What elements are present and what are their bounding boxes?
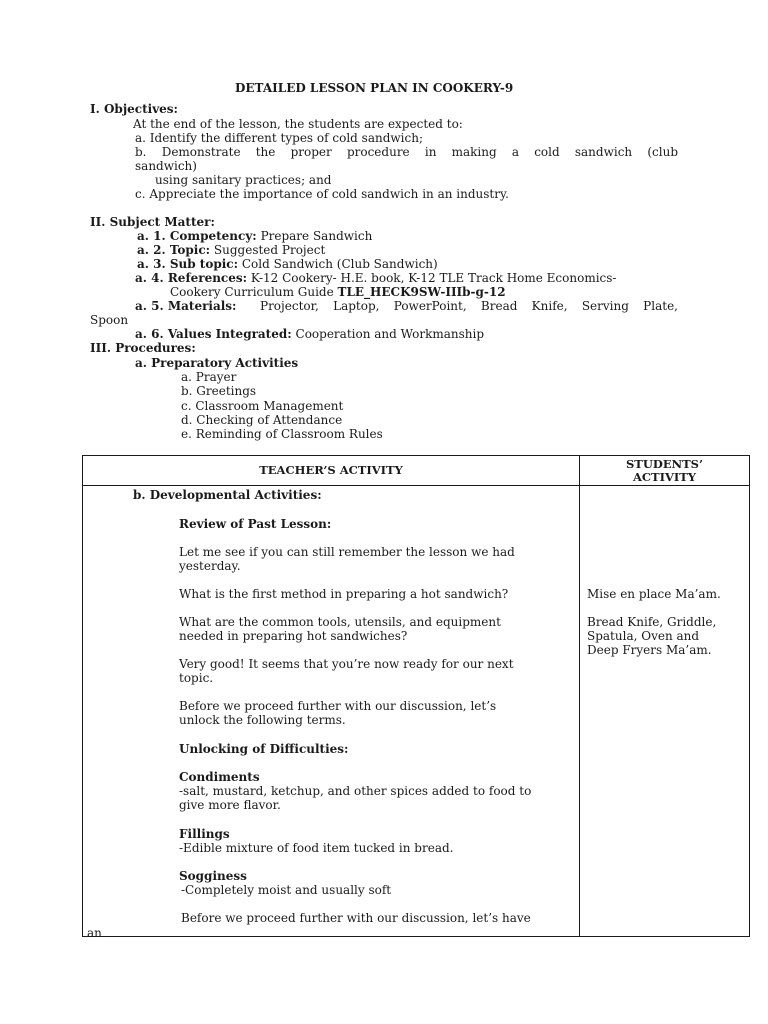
objective-c: c. Appreciate the importance of cold sandwich in an industry. xyxy=(135,187,509,201)
references-value: K-12 Cookery- H.E. book, K-12 TLE Track Home Economics- xyxy=(250,271,617,285)
very-good-line2: topic. xyxy=(179,671,214,685)
answer-tools-line2: Spatula, Oven and xyxy=(587,629,700,643)
review-heading: Review of Past Lesson: xyxy=(179,517,332,531)
materials-line xyxy=(135,299,678,313)
students-header-line1: STUDENTS’ xyxy=(625,456,703,471)
objective-b-line1: b. Demonstrate the proper procedure in making a cold sandwich (club xyxy=(135,145,678,159)
closing-line1: Before we proceed further with our discussion, let’s have xyxy=(181,911,531,925)
term-condiments: Condiments xyxy=(179,770,260,784)
references-guide: Cookery Curriculum Guide xyxy=(170,285,334,299)
references-label: a. 4. References: xyxy=(135,271,248,285)
term-sogginess: Sogginess xyxy=(179,869,247,883)
prep-item-classroom-management: c. Classroom Management xyxy=(181,399,344,413)
objective-a: a. Identify the different types of cold sandwich; xyxy=(135,131,423,145)
definition-condiments-line1: -salt, mustard, ketchup, and other spices added to food to xyxy=(179,784,532,798)
very-good-line1: Very good! It seems that you’re now ready for our next xyxy=(179,657,514,671)
teacher-activity-header xyxy=(83,456,580,486)
values-line xyxy=(135,327,484,341)
objective-b-line2: sandwich) xyxy=(135,159,197,173)
materials-value: Projector, Laptop, PowerPoint, Bread Knife, Serving Plate, xyxy=(260,299,678,313)
answer-tools-line1: Bread Knife, Griddle, xyxy=(587,615,717,629)
subtopic-label: a. 3. Sub topic: xyxy=(137,257,239,271)
term-fillings: Fillings xyxy=(179,827,230,841)
remember-line2: yesterday. xyxy=(179,559,241,573)
competency-line xyxy=(137,229,372,243)
definition-fillings: -Edible mixture of food item tucked in bread. xyxy=(179,841,454,855)
answer-tools-line3: Deep Fryers Ma’am. xyxy=(587,643,712,657)
remember-line1: Let me see if you can still remember the lesson we had xyxy=(179,545,515,559)
definition-condiments-line2: give more flavor. xyxy=(179,798,281,812)
question-tools-line2: needed in preparing hot sandwiches? xyxy=(179,629,408,643)
table-header-row xyxy=(83,456,750,486)
references-code: TLE_HECK9SW-IIIb-g-12 xyxy=(337,285,506,299)
proceed-line2: unlock the following terms. xyxy=(179,713,346,727)
table-body-row xyxy=(83,486,750,937)
closing-line2: an xyxy=(87,926,102,940)
materials-line2: Spoon xyxy=(90,313,129,327)
materials-label: a. 5. Materials: xyxy=(135,299,237,313)
developmental-heading: b. Developmental Activities: xyxy=(133,488,322,502)
subject-matter-heading: II. Subject Matter: xyxy=(90,215,215,229)
preparatory-heading: a. Preparatory Activities xyxy=(135,356,299,370)
competency-label: a. 1. Competency: xyxy=(137,229,257,243)
document-title: DETAILED LESSON PLAN IN COOKERY-9 xyxy=(235,81,514,95)
students-activity-header xyxy=(580,456,750,486)
prep-item-attendance: d. Checking of Attendance xyxy=(181,413,343,427)
objectives-intro: At the end of the lesson, the students are expected to: xyxy=(133,117,463,131)
activity-table xyxy=(82,455,750,940)
competency-value: Prepare Sandwich xyxy=(260,229,373,243)
answer-mise-en-place: Mise en place Ma’am. xyxy=(587,587,721,601)
references-line2 xyxy=(170,285,506,299)
references-line xyxy=(135,271,616,285)
prep-item-greetings: b. Greetings xyxy=(181,384,257,398)
students-header-line2: ACTIVITY xyxy=(632,469,697,484)
unlocking-heading: Unlocking of Difficulties: xyxy=(179,742,349,756)
values-value: Cooperation and Workmanship xyxy=(295,327,485,341)
proceed-line1: Before we proceed further with our discussion, let’s xyxy=(179,699,497,713)
topic-value: Suggested Project xyxy=(213,243,326,257)
question-tools-line1: What are the common tools, utensils, and equipment xyxy=(179,615,501,629)
teacher-activity-header-text: TEACHER’S ACTIVITY xyxy=(259,463,403,477)
question-first-method: What is the first method in preparing a hot sandwich? xyxy=(179,587,509,601)
objective-b-line3: using sanitary practices; and xyxy=(155,173,332,187)
topic-label: a. 2. Topic: xyxy=(137,243,211,257)
prep-item-prayer: a. Prayer xyxy=(181,370,237,384)
definition-sogginess: -Completely moist and usually soft xyxy=(181,883,392,897)
values-label: a. 6. Values Integrated: xyxy=(135,327,292,341)
subtopic-line xyxy=(137,257,438,271)
procedures-heading: III. Procedures: xyxy=(90,341,196,355)
subtopic-value: Cold Sandwich (Club Sandwich) xyxy=(241,257,438,271)
prep-item-rules: e. Reminding of Classroom Rules xyxy=(181,427,383,441)
topic-line xyxy=(137,243,325,257)
objectives-heading: I. Objectives: xyxy=(90,102,178,116)
students-activity-cell xyxy=(580,486,750,937)
teacher-activity-cell xyxy=(83,486,580,940)
